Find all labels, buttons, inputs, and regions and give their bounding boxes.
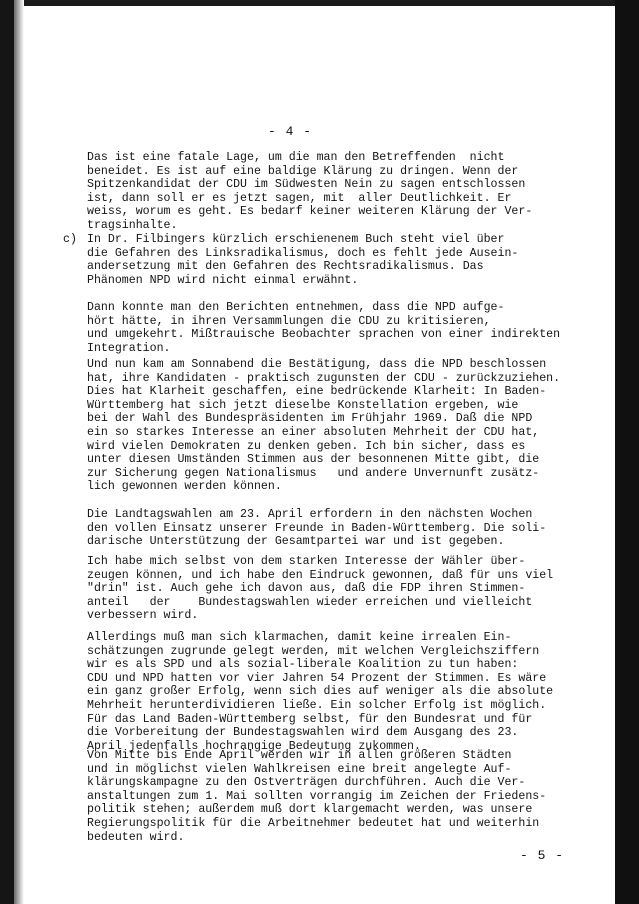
paragraph-7: Allerdings muß man sich klarmachen, damit keine irrealen Ein- schätzungen zugrunde gelegt werden, mit welchen Vergleichsziffern wir es als SPD und als sozial-liberale Koalition zu tun haben: CDU und NPD hatten vor vier Jahren 54 Prozent der Stimmen. Es wäre ein ganz großer Erfolg, wenn sich dies auf weniger als die absolute Mehrheit herunterdividieren ließe. Ein solcher Erfolg ist möglich. Für das Land Baden-Württemberg selbst, für den Bundesrat und für die Vorbereitung der Bundestagswahlen wird dem Ausgang des 23. April jedenfalls hochrangige Bedeutung zukommen.	[87, 631, 554, 753]
page-number-top: - 4 -	[268, 124, 313, 139]
scan-edge-top	[0, 0, 639, 6]
page-number-bottom: - 5 -	[520, 848, 565, 863]
paragraph-4: Und nun kam am Sonnabend die Bestätigung, dass die NPD beschlossen hat, ihre Kandidaten - praktisch zugunsten der CDU - zurückzuziehen. Dies hat Klarheit geschaffen, eine bedrückende Klarheit: In Baden- Württemberg hat sich jetzt dieselbe Konstellation ergeben, wie bei der Wahl des Bundespräsidenten im Frühjahr 1969. Daß die NPD ein so starkes Interesse an einer absoluten Mehrheit der CDU hat, wird vielen Demokraten zu denken geben. Ich bin sicher, dass es unter diesen Umständen Stimmen aus der besonnenen Mitte gibt, die zur Sicherung gegen Nationalismus und andere Unvernunft zusätz- lich gewonnen werden können.	[87, 358, 561, 494]
paragraph-2: In Dr. Filbingers kürzlich erschienenem Buch steht viel über die Gefahren des Linksradikalismus, doch es fehlt jede Ausein- andersetzung mit den Gefahren des Rechtsradikalismus. Das Phänomen NPD wird nicht einmal erwähnt.	[87, 233, 519, 287]
scan-edge-right	[615, 0, 639, 904]
scan-edge-left	[0, 0, 14, 904]
scan-edge-left-shadow	[14, 0, 24, 904]
paragraph-5: Die Landtagswahlen am 23. April erfordern in den nächsten Wochen den vollen Einsatz unserer Freunde in Baden-Württemberg. Die soli- darische Unterstützung der Gesamtpartei war und ist gegeben.	[87, 508, 547, 549]
paragraph-8: Von Mitte bis Ende April werden wir in allen größeren Städten und in möglichst vielen Wahlkreisen eine breit angelegte Auf- klärungskampagne zu den Ostverträgen durchführen. Auch die Ver- anstaltungen zum 1. Mai sollten vorrangig im Zeichen der Friedens- politik stehen; außerdem muß dort klargemacht werden, was unsere Regierungspolitik für die Arbeitnehmer bedeutet hat und weiterhin bedeuten wird.	[87, 749, 547, 844]
paragraph-3: Dann konnte man den Berichten entnehmen, dass die NPD aufge- hört hätte, in ihren Versammlungen die CDU zu kritisieren, und umgekehrt. Mißtrauische Beobachter sprachen von einer indirekten Integration.	[87, 301, 561, 355]
paragraph-6: Ich habe mich selbst von dem starken Interesse der Wähler über- zeugen können, und ich habe den Eindruck gewonnen, daß für uns viel "drin" ist. Auch gehe ich davon aus, daß die FDP ihren Stimmen- anteil der Bundestagswahlen wieder erreichen und vielleicht verbessern wird.	[87, 555, 554, 623]
paragraph-1: Das ist eine fatale Lage, um die man den Betreffenden nicht beneidet. Es ist auf eine baldige Klärung zu dringen. Wenn der Spitzenkandidat der CDU im Südwesten Nein zu sagen entschlossen ist, dann soll er es jetzt sagen, mit aller Deutlichkeit. Er weiss, worum es geht. Es bedarf keiner weiteren Klärung der Ver- tragsinhalte.	[87, 151, 533, 232]
list-item-marker: c)	[63, 233, 77, 246]
